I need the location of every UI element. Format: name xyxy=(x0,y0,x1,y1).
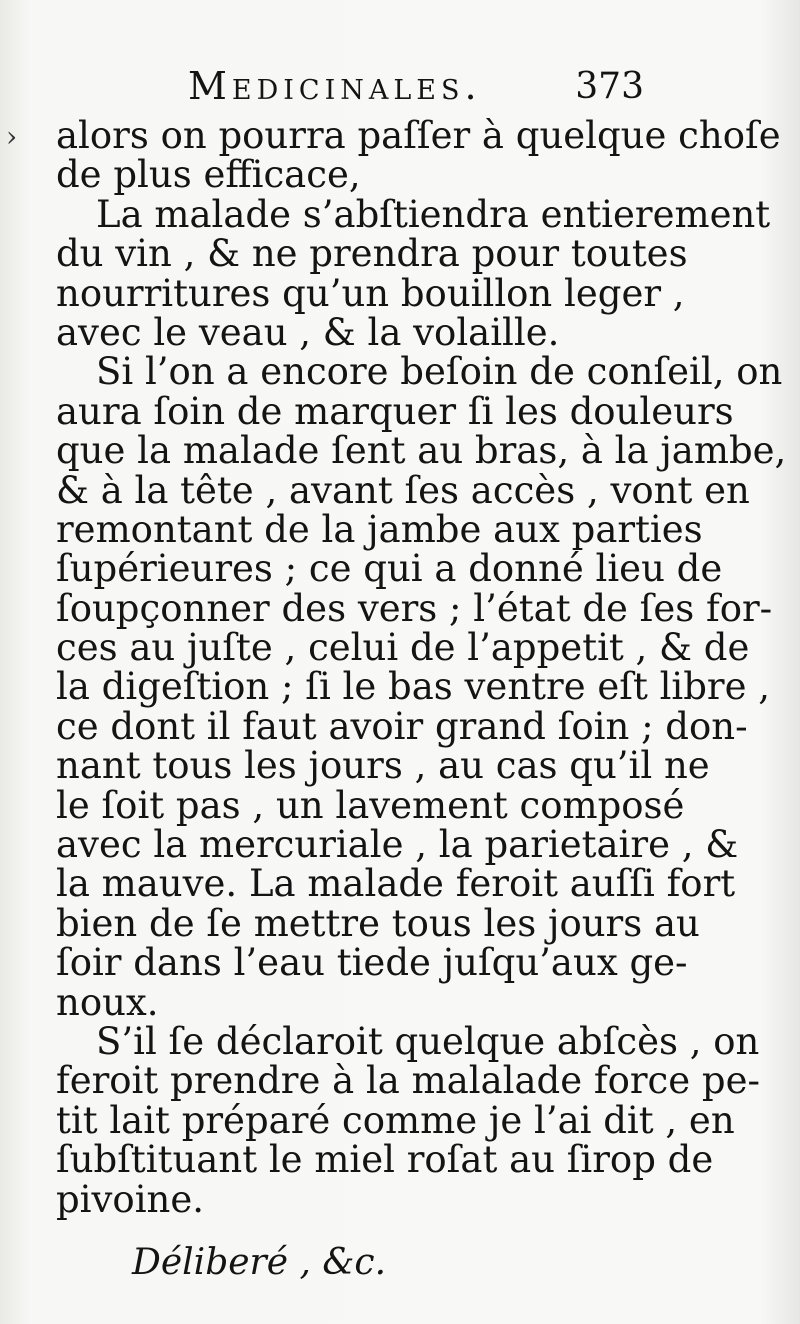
text-line: nourritures qu’un bouillon leger , xyxy=(56,271,685,315)
text-line: du vin , & ne prendra pour toutes xyxy=(56,232,688,276)
margin-mark: › xyxy=(6,120,18,153)
text-line: S’il ſe déclaroit quelque abſcès , on xyxy=(96,1019,760,1063)
text-line: ces au juſte , celui de l’appetit , & de xyxy=(56,626,750,670)
text-line: ſupérieures ; ce qui a donné lieu de xyxy=(56,547,723,591)
text-line: La malade s’abſtiendra entierement xyxy=(96,192,771,236)
text-line: pivoine. xyxy=(56,1177,205,1221)
text-line: nant tous les jours , au cas qu’il ne xyxy=(56,744,710,788)
text-line: le ſoit pas , un lavement composé xyxy=(56,783,685,827)
text-line: de plus efficace, xyxy=(56,153,361,197)
signoff: Déliberé , &c. xyxy=(132,1242,387,1283)
text-line: ſoir dans l’eau tiede juſqu’aux ge- xyxy=(56,941,688,985)
text-line: noux. xyxy=(56,980,159,1024)
text-line: avec le veau , & la volaille. xyxy=(56,310,560,354)
text-line: la digeſtion ; ſi le bas ventre eſt libre , xyxy=(56,665,771,709)
page-header xyxy=(180,62,650,112)
text-line: & à la tête , avant ſes accès , vont en xyxy=(56,468,750,512)
text-line: que la malade ſent au bras, à la jambe, xyxy=(56,429,787,473)
page-number: 373 xyxy=(575,66,644,107)
text-line: Si l’on a encore beſoin de conſeil, on xyxy=(96,350,783,394)
text-line: bien de ſe mettre tous les jours au xyxy=(56,901,700,945)
text-line: tit lait préparé comme je l’ai dit , en xyxy=(56,1098,735,1142)
text-line: ce dont il faut avoir grand ſoin ; don- xyxy=(56,704,748,748)
text-line: feroit prendre à la malalade force pe- xyxy=(56,1059,761,1103)
body-text xyxy=(56,114,787,1221)
text-line: la mauve. La malade feroit auſſi fort xyxy=(56,862,736,906)
text-line: ſoupçonner des vers ; l’état de ſes for- xyxy=(56,586,773,630)
text-line: avec la mercuriale , la parietaire , & xyxy=(56,823,739,867)
running-title: Medicinales. xyxy=(188,64,482,108)
text-line: alors on pourra paſſer à quelque choſe xyxy=(56,114,781,157)
text-line: aura ſoin de marquer ſi les douleurs xyxy=(56,389,734,433)
text-line: ſubſtituant le miel roſat au ſirop de xyxy=(56,1138,714,1182)
text-line: remontant de la jambe aux parties xyxy=(56,507,703,551)
